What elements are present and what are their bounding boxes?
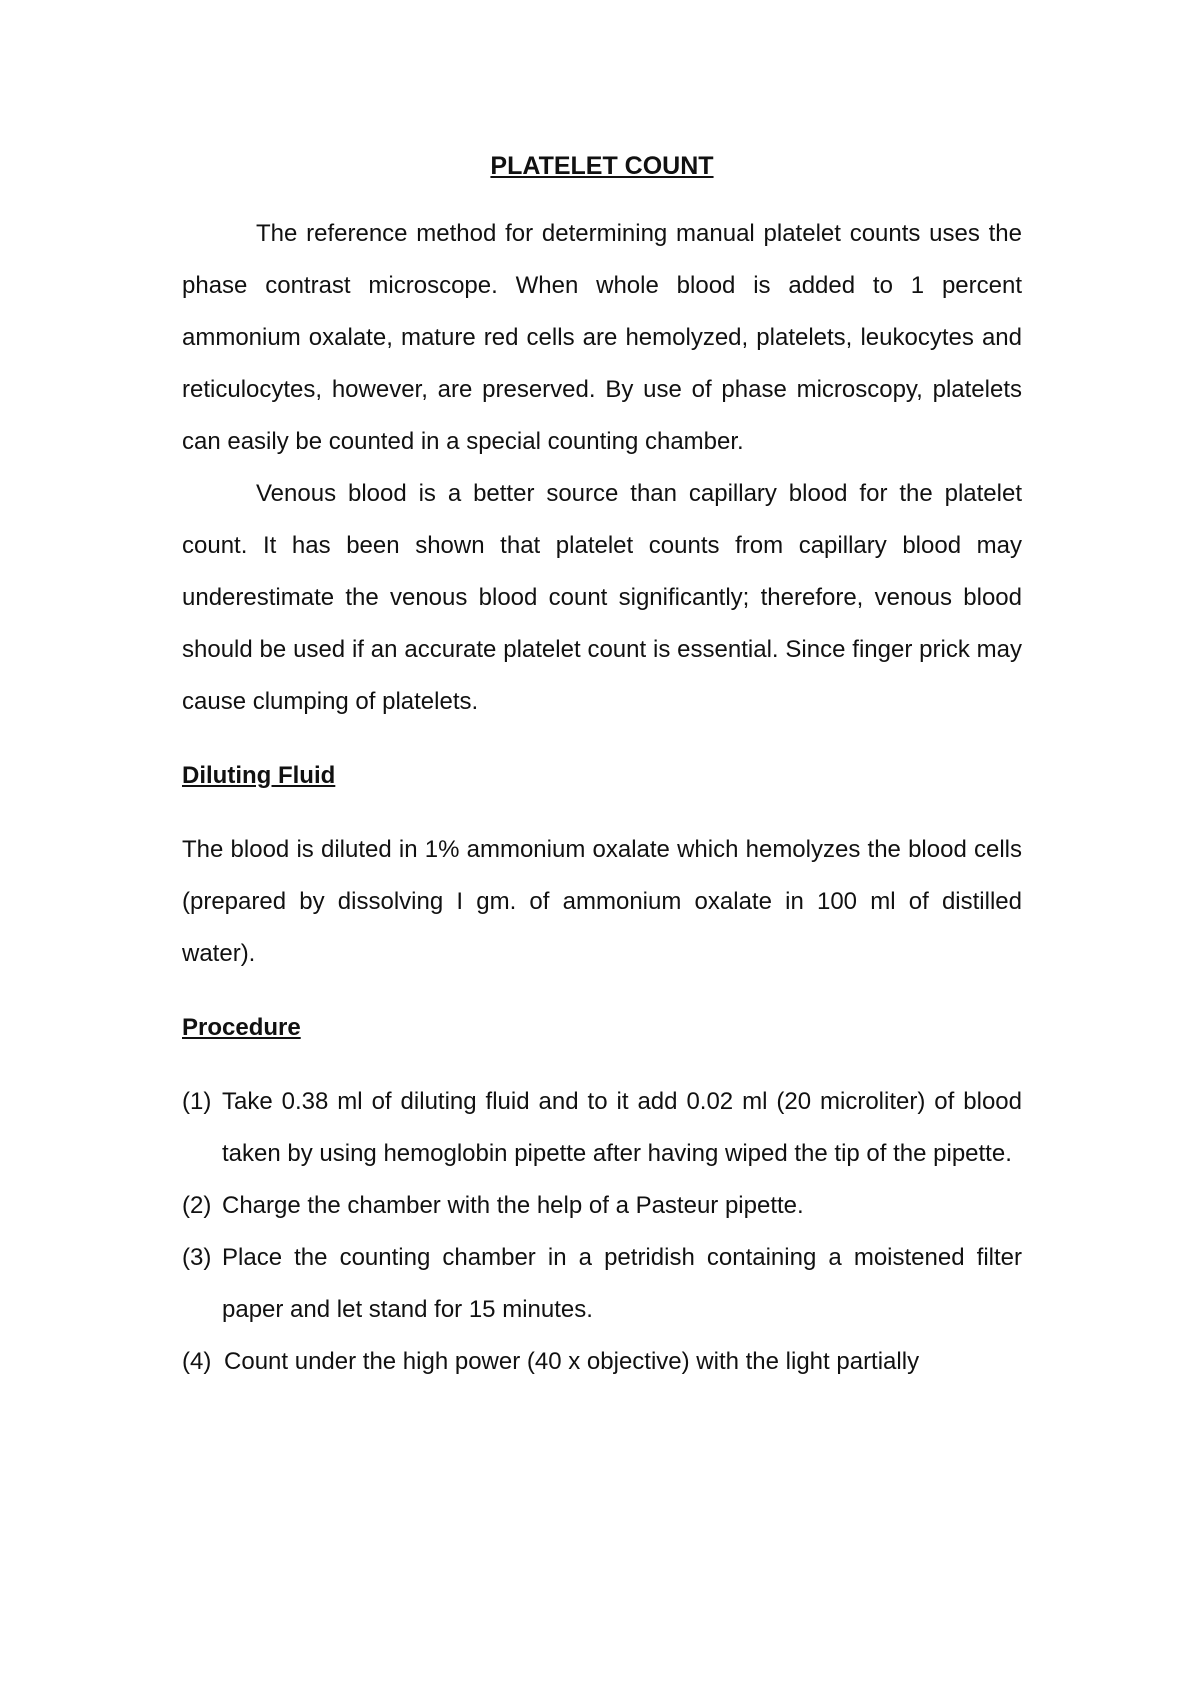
procedure-step-4 xyxy=(182,1336,1022,1388)
document-body xyxy=(182,140,1022,1388)
procedure-heading: Procedure xyxy=(182,1014,301,1041)
step-number: (1) xyxy=(182,1088,212,1115)
step-text: Charge the chamber with the help of a Pasteur pipette. xyxy=(222,1192,804,1219)
intro-paragraph-2: Venous blood is a better source than capillary blood for the platelet count. It has been shown that platelet counts from capillary blood may underestimate the venous blood count significantly; therefore, venous blood should be used if an accurate platelet count is essential. Since finger prick may cause clumping of platelets. xyxy=(182,480,1022,715)
step-number: (3) xyxy=(182,1244,212,1271)
step-number: (4) xyxy=(182,1348,212,1375)
step-text: Count under the high power (40 x objective) with the light partially xyxy=(224,1348,920,1375)
procedure-step-1 xyxy=(182,1076,1022,1180)
document-title: PLATELET COUNT xyxy=(490,152,714,180)
procedure-step-3 xyxy=(182,1232,1022,1336)
diluting-fluid-heading: Diluting Fluid xyxy=(182,762,336,789)
diluting-fluid-text: The blood is diluted in 1% ammonium oxalate which hemolyzes the blood cells (prepared by dissolving I gm. of ammonium oxalate in 100 ml of distilled water). xyxy=(182,836,1022,967)
step-number: (2) xyxy=(182,1192,212,1219)
step-text: Take 0.38 ml of diluting fluid and to it add 0.02 ml (20 microliter) of blood taken by using hemoglobin pipette after having wiped the tip of the pipette. xyxy=(222,1088,1022,1167)
intro-paragraph-1: The reference method for determining manual platelet counts uses the phase contrast microscope. When whole blood is added to 1 percent ammonium oxalate, mature red cells are hemolyzed, platelets, leukocytes and reticulocytes, however, are preserved. By use of phase microscopy, platelets can easily be counted in a special counting chamber. xyxy=(182,220,1022,455)
procedure-step-2 xyxy=(182,1180,1022,1232)
procedure-steps-list xyxy=(182,1076,1022,1388)
step-text: Place the counting chamber in a petridish containing a moistened filter paper and let stand for 15 minutes. xyxy=(222,1244,1022,1323)
